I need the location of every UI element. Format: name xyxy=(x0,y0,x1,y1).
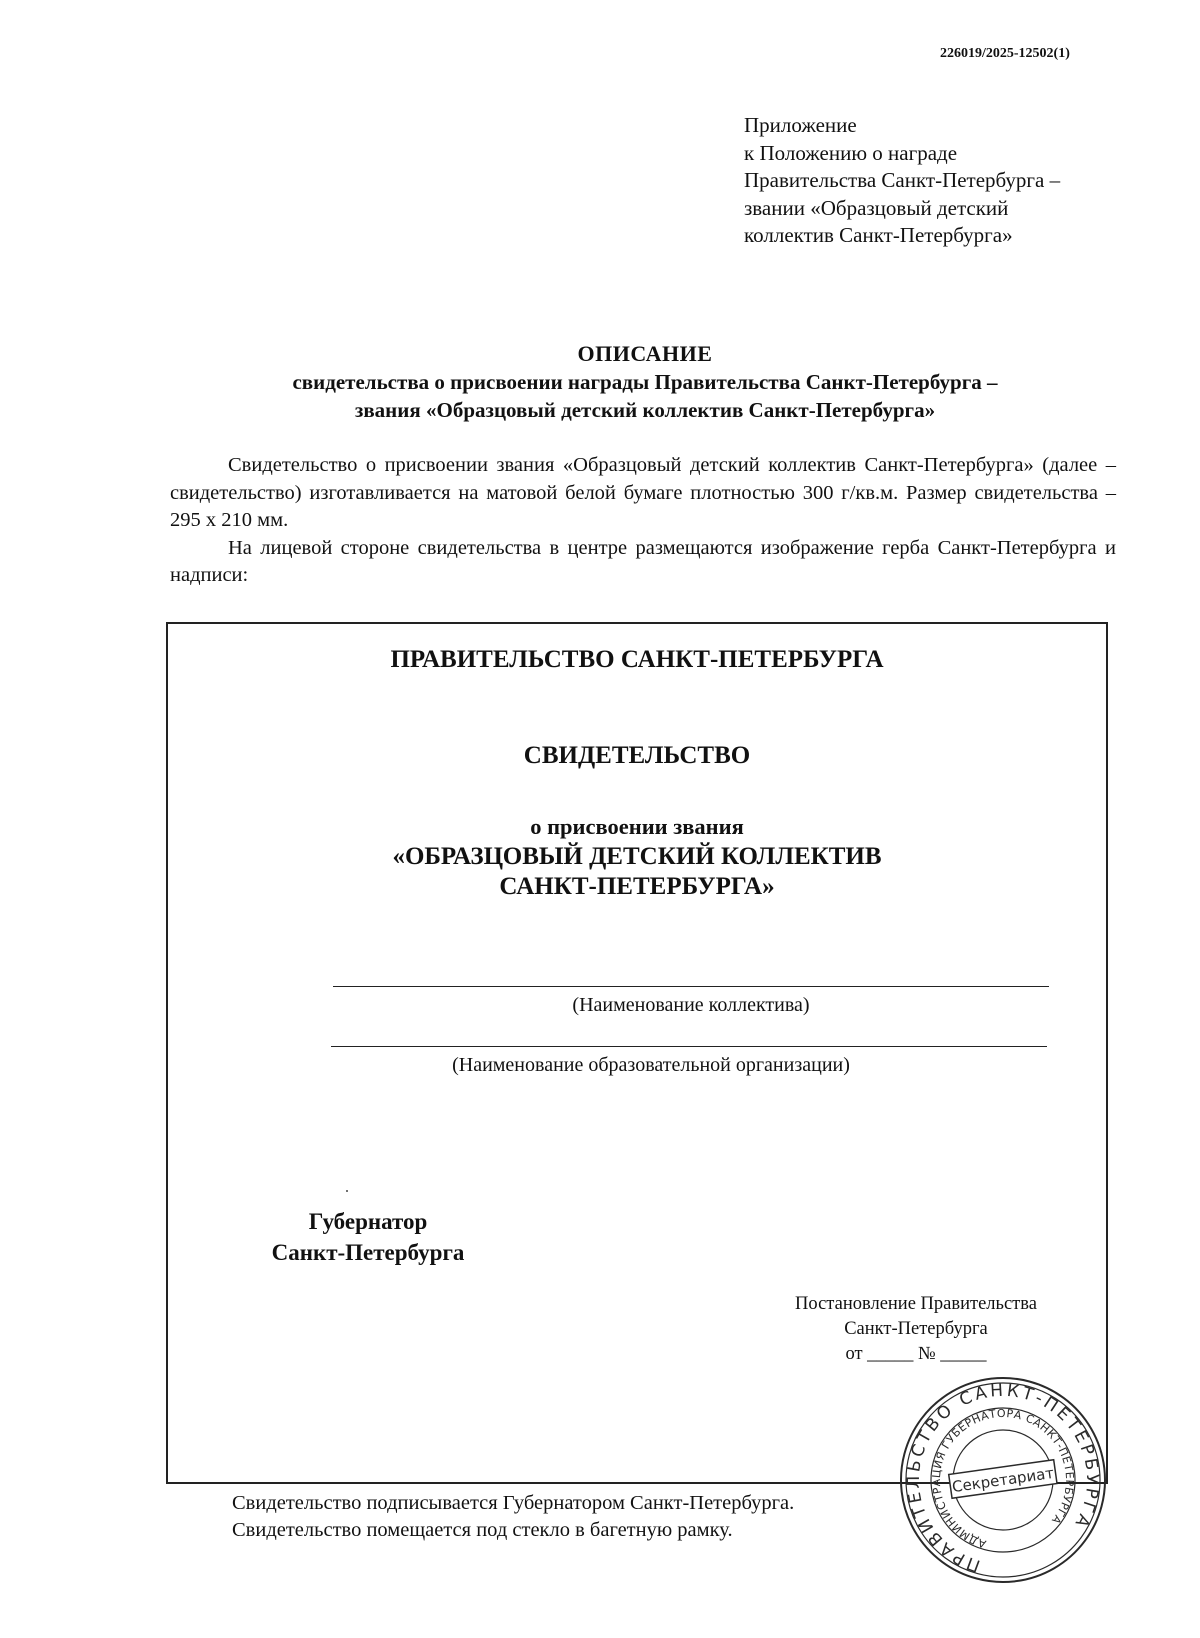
caption-organization: (Наименование образовательной организации) xyxy=(452,1054,850,1076)
title-line-3: звания «Образцовый детский коллектив Санкт-Петербурга» xyxy=(354,398,936,422)
caption-collective: (Наименование коллектива) xyxy=(572,994,810,1016)
document-number: 226019/2025-12502(1) xyxy=(940,46,1070,61)
title-main: ОПИСАНИЕ xyxy=(577,341,713,366)
certificate-subtitle xyxy=(168,812,1106,902)
footer-text xyxy=(232,1490,932,1544)
appendix-line: к Положению о награде xyxy=(744,140,958,165)
body-text xyxy=(170,452,1116,590)
footer-line-2: Свидетельство помещается под стекло в багетную рамку. xyxy=(232,1519,733,1541)
certificate-sub-1: о присвоении звания xyxy=(530,814,744,839)
footer-line-1: Свидетельство подписывается Губернатором Санкт-Петербурга. xyxy=(232,1492,795,1514)
certificate-sub-3: САНКТ-ПЕТЕРБУРГА» xyxy=(499,873,775,900)
appendix-header xyxy=(744,112,1144,250)
title-line-2: свидетельства о присвоении награды Правительства Санкт-Петербурга – xyxy=(292,370,998,394)
blank-line-collective xyxy=(333,986,1049,987)
governor-signature-block xyxy=(238,1206,498,1268)
stamp-outer-text: ПРАВИТЕЛЬСТВО САНКТ-ПЕТЕРБУРГА xyxy=(903,1380,1103,1576)
document-title xyxy=(120,340,1170,424)
certificate-heading: СВИДЕТЕЛЬСТВО xyxy=(523,742,751,769)
appendix-line: коллектив Санкт-Петербурга» xyxy=(744,223,1013,247)
body-paragraph-1: Свидетельство о присвоении звания «Образцовый детский коллектив Санкт-Петербурга» (далее – свидетельство) изготавливается на матовой белой бумаге плотностью 300 г/кв.м. Размер свидетельства – 295 х 210 мм. xyxy=(170,454,1116,531)
appendix-line: Приложение xyxy=(744,113,857,137)
decree-line-1: Постановление Правительства xyxy=(795,1294,1037,1314)
decree-block xyxy=(766,1292,1066,1367)
governor-line-2: Санкт-Петербурга xyxy=(271,1240,465,1265)
stamp-inner-text: АДМИНИСТРАЦИЯ ГУБЕРНАТОРА САНКТ-ПЕТЕРБУРГА xyxy=(929,1406,1077,1551)
official-stamp xyxy=(898,1375,1108,1585)
governor-line-1: Губернатор xyxy=(308,1209,428,1234)
certificate-government: ПРАВИТЕЛЬСТВО САНКТ-ПЕТЕРБУРГА xyxy=(390,646,884,673)
appendix-line: звании «Образцовый детский xyxy=(744,195,1009,220)
appendix-line: Правительства Санкт-Петербурга – xyxy=(744,168,1061,192)
decree-line-2: Санкт-Петербурга xyxy=(844,1319,988,1339)
body-paragraph-2: На лицевой стороне свидетельства в центре размещаются изображение герба Санкт-Петербурга и надписи: xyxy=(170,536,1116,586)
certificate-frame xyxy=(166,622,1108,1484)
speck xyxy=(346,1190,348,1192)
certificate-sub-2: «ОБРАЗЦОВЫЙ ДЕТСКИЙ КОЛЛЕКТИВ xyxy=(392,843,882,870)
decree-line-3: от _____ № _____ xyxy=(845,1344,987,1364)
stamp-center-label: Секретариат xyxy=(950,1463,1056,1497)
blank-line-organization xyxy=(331,1046,1047,1047)
